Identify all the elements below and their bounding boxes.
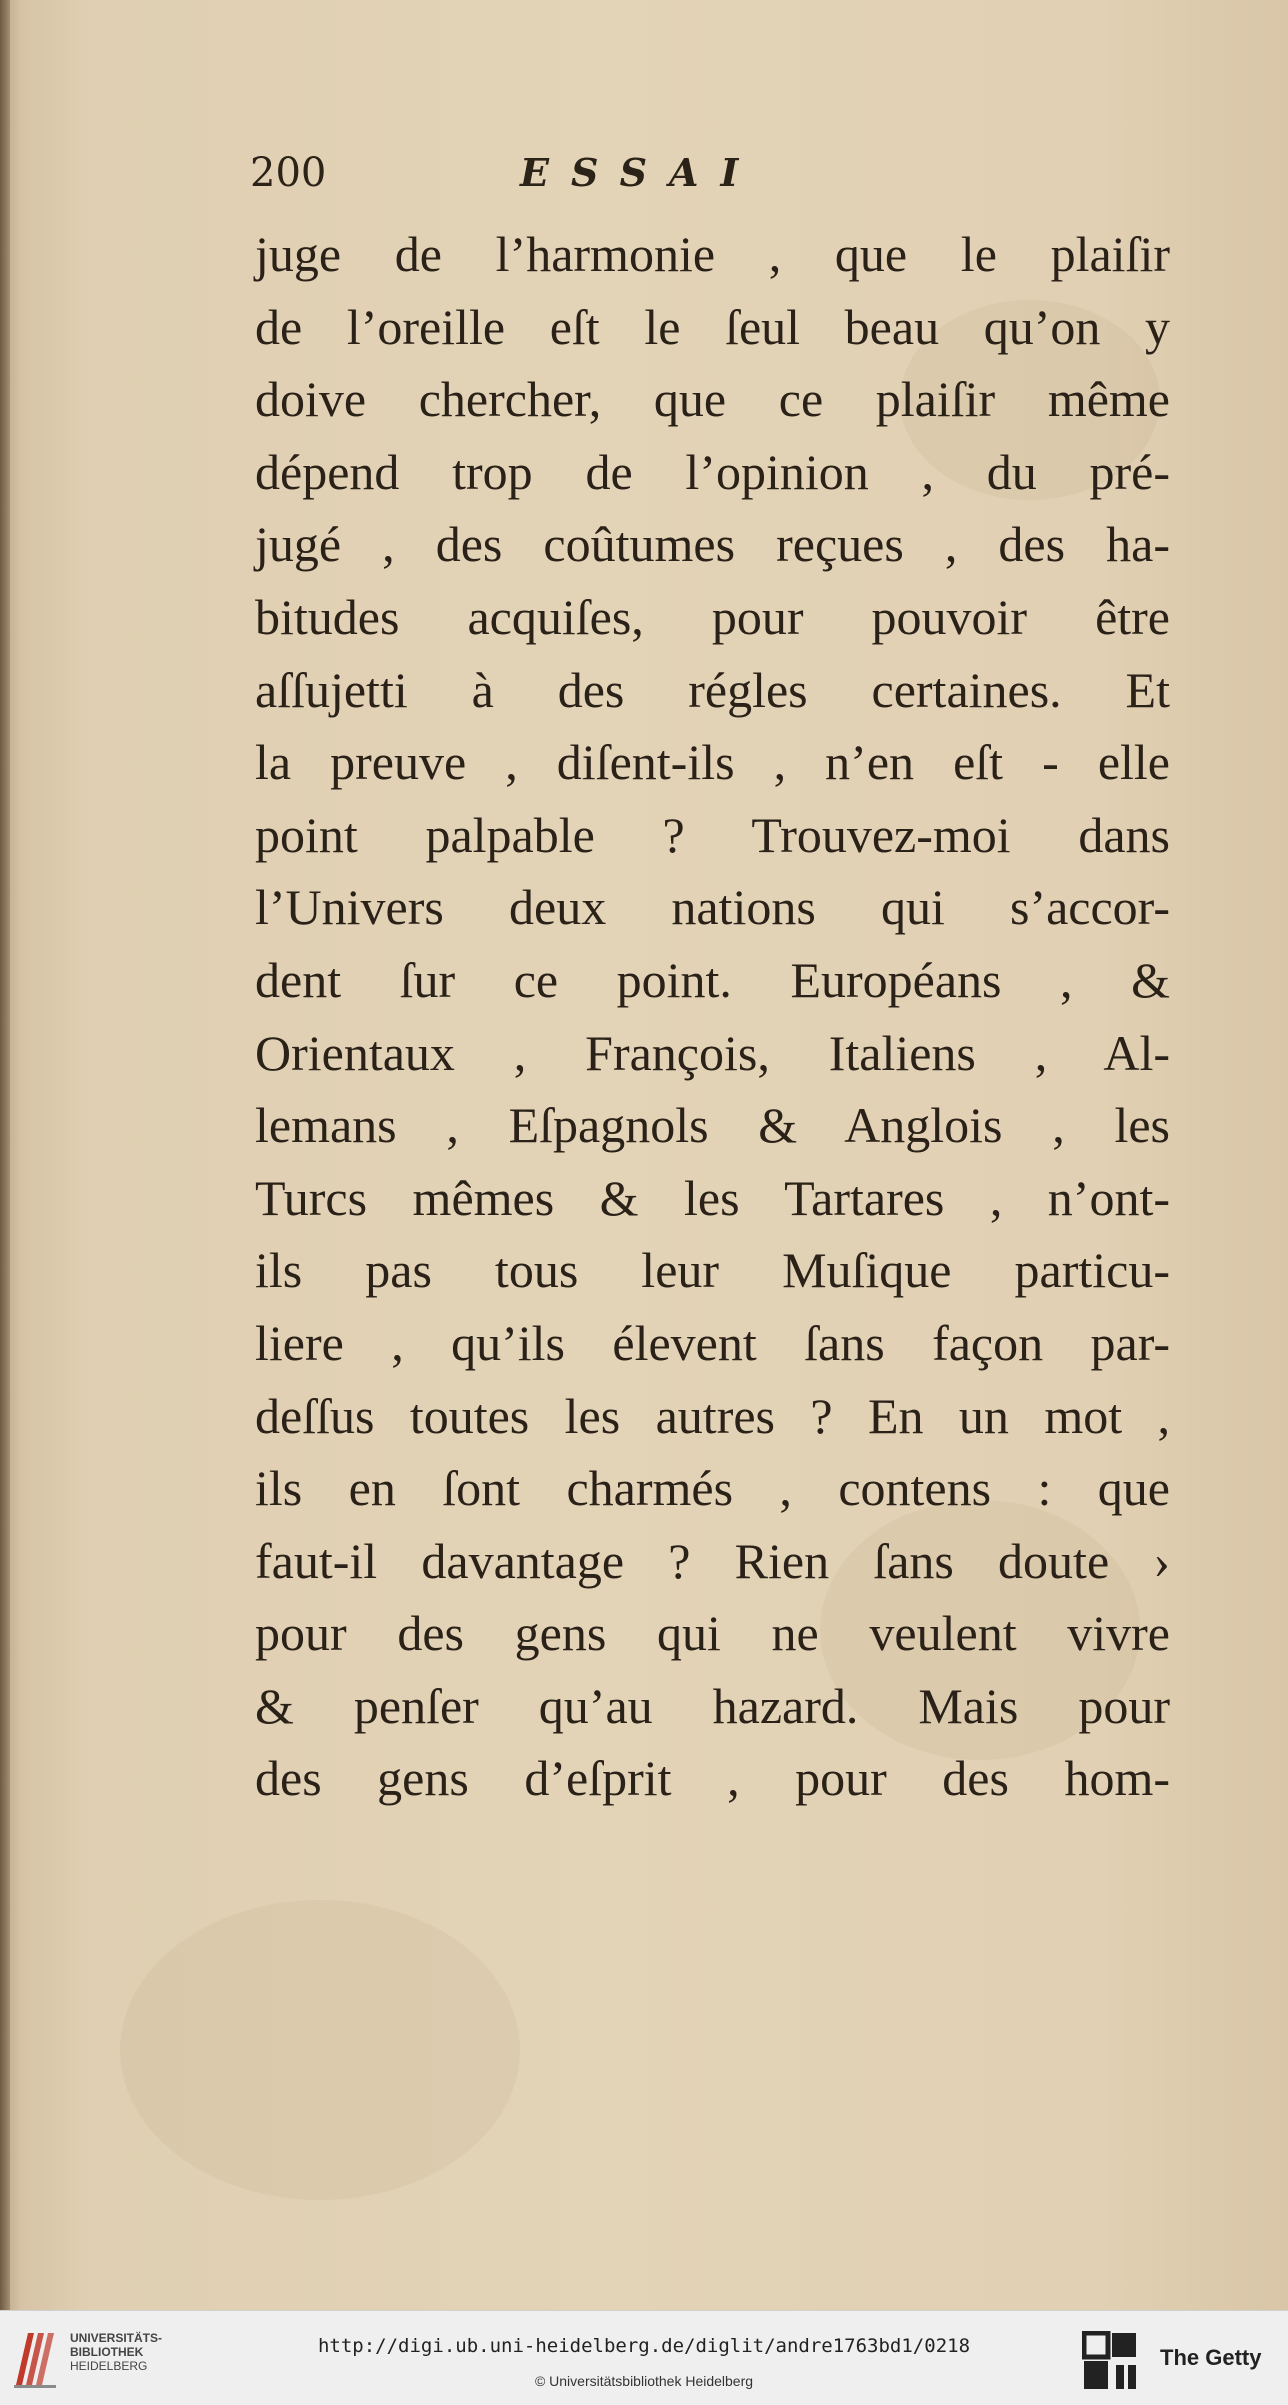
text-line: & penſer qu’au hazard. Mais pour — [255, 1677, 1170, 1734]
text-line: doive chercher, que ce plaiſir même — [255, 371, 1170, 428]
text-line: l’Univers deux nations qui s’accor- — [255, 879, 1170, 936]
text-line: deſſus toutes les autres ? En un mot , — [255, 1387, 1170, 1444]
text-line: bitudes acquiſes, pour pouvoir être — [255, 588, 1170, 645]
partner-name: The Getty — [1160, 2345, 1262, 2370]
text-line: lemans , Eſpagnols & Anglois , les — [255, 1097, 1170, 1154]
copyright-notice: © Universitätsbibliothek Heidelberg — [534, 2373, 754, 2389]
text-line: de l’oreille eſt le ſeul beau qu’on y — [255, 298, 1170, 355]
text-line: des gens d’eſprit , pour des hom- — [255, 1750, 1170, 1807]
permalink-url[interactable]: http://digi.ub.uni-heidelberg.de/diglit/andre1763bd1/0218 — [317, 2335, 971, 2357]
text-line: point palpable ? Trouvez-moi dans — [255, 806, 1170, 863]
text-line: ils pas tous leur Muſique particu- — [255, 1242, 1170, 1299]
text-line: ils en ſont charmés , contens : que — [255, 1460, 1170, 1517]
text-line: aſſujetti à des régles certaines. Et — [255, 661, 1170, 718]
running-head-title: ESSAI — [520, 150, 761, 195]
text-line: pour des gens qui ne veulent vivre — [255, 1605, 1170, 1662]
text-line: liere , qu’ils élevent ſans façon par- — [255, 1314, 1170, 1371]
library-name-line: HEIDELBERG — [70, 2359, 148, 2373]
text-line: Turcs mêmes & les Tartares , n’ont- — [255, 1169, 1170, 1226]
getty-logo-icon — [1082, 2331, 1140, 2393]
text-line: dépend trop de l’opinion , du pré- — [255, 443, 1170, 500]
page-binding-edge — [0, 0, 10, 2310]
library-name-line: UNIVERSITÄTS- — [70, 2331, 163, 2345]
body-text — [255, 218, 1170, 1815]
text-line: dent ſur ce point. Européans , & — [255, 951, 1170, 1008]
text-line: juge de l’harmonie , que le plaiſir — [255, 226, 1170, 282]
text-line: faut-il davantage ? Rien ſans doute › — [255, 1532, 1170, 1589]
text-line: Orientaux , François, Italiens , Al- — [255, 1024, 1170, 1081]
library-name-line: BIBLIOTHEK — [70, 2345, 144, 2359]
text-line: la preuve , diſent-ils , n’en eſt - elle — [255, 734, 1170, 791]
paper-stain — [120, 1900, 520, 2200]
text-line: jugé , des coûtumes reçues , des ha- — [255, 516, 1170, 573]
page-number: 200 — [250, 150, 327, 196]
viewer-footer — [0, 2310, 1288, 2405]
